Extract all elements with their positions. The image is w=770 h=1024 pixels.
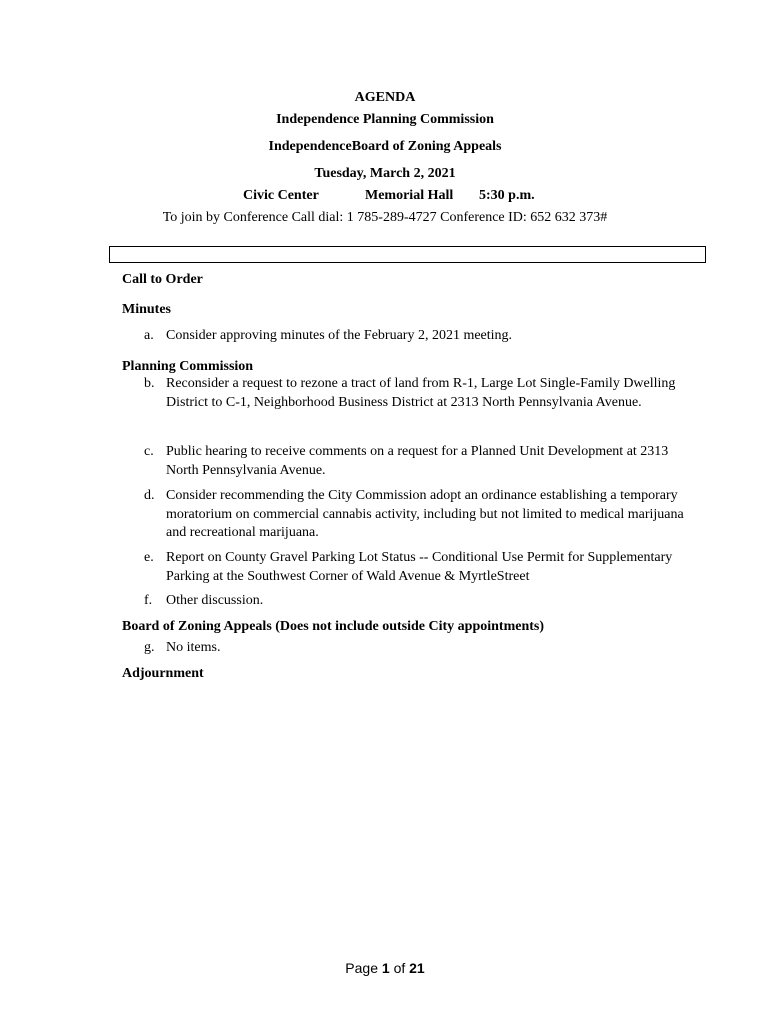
item-label: b. bbox=[144, 376, 155, 391]
item-label: g. bbox=[144, 640, 155, 655]
item-text: Reconsider a request to rezone a tract of land from R-1, Large Lot Single-Family Dwelling District to C-1, Neighborhood Business District at 2313 North Pennsylvania Avenue. bbox=[166, 376, 676, 410]
item-label: a. bbox=[144, 328, 154, 343]
section-call-to-order: Call to Order bbox=[122, 272, 203, 287]
item-text: Consider recommending the City Commission adopt an ordinance establishing a temporary moratorium on commercial cannabis activity, including but not limited to medical marijuana and recreational marijuana. bbox=[166, 488, 684, 540]
item-text: Public hearing to receive comments on a request for a Planned Unit Development at 2313 North Pennsylvania Avenue. bbox=[166, 444, 669, 478]
section-board-of-zoning-appeals: Board of Zoning Appeals (Does not include outside City appointments) bbox=[122, 619, 545, 634]
venue-memorial-hall: Memorial Hall bbox=[365, 188, 454, 203]
page-number-footer bbox=[0, 959, 770, 977]
item-text: No items. bbox=[166, 640, 221, 655]
item-label: c. bbox=[144, 444, 154, 459]
item-label: f. bbox=[144, 593, 153, 608]
meeting-time: 5:30 p.m. bbox=[479, 188, 535, 203]
conference-call-info: To join by Conference Call dial: 1 785-289-4727 Conference ID: 652 632 373# bbox=[162, 210, 608, 225]
item-text: Report on County Gravel Parking Lot Status -- Conditional Use Permit for Supplementary Parking at the Southwest Corner of Wald Avenue & MyrtleStreet bbox=[166, 550, 673, 584]
page-word: Page bbox=[345, 960, 378, 976]
agenda-title: AGENDA bbox=[354, 90, 416, 105]
item-text: Consider approving minutes of the February 2, 2021 meeting. bbox=[166, 328, 513, 343]
of-word: of bbox=[393, 960, 406, 976]
item-label: d. bbox=[144, 488, 155, 503]
current-page-number: 1 bbox=[381, 960, 390, 976]
zoning-appeals-heading: IndependenceBoard of Zoning Appeals bbox=[268, 139, 502, 154]
total-pages-number: 21 bbox=[409, 960, 425, 976]
item-label: e. bbox=[144, 550, 154, 565]
section-planning-commission: Planning Commission bbox=[122, 359, 254, 374]
venue-civic-center: Civic Center bbox=[243, 188, 319, 203]
empty-bordered-box bbox=[109, 246, 706, 263]
item-text: Other discussion. bbox=[166, 593, 264, 608]
meeting-date: Tuesday, March 2, 2021 bbox=[314, 166, 456, 181]
section-minutes: Minutes bbox=[122, 302, 171, 317]
section-adjournment: Adjournment bbox=[122, 666, 204, 681]
planning-commission-heading: Independence Planning Commission bbox=[276, 112, 494, 127]
